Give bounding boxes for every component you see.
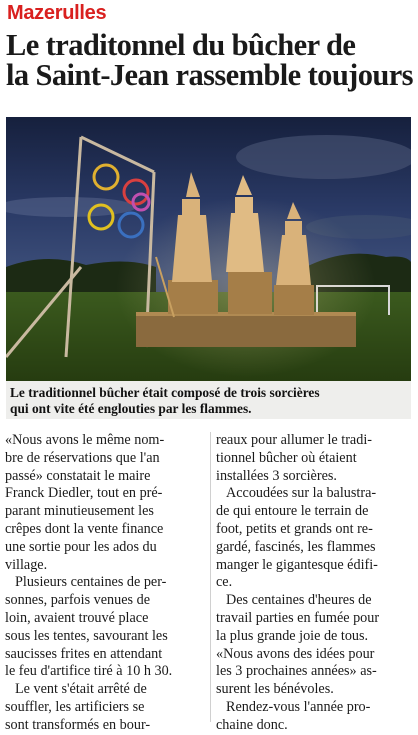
body-line: la plus grande joie de tous. <box>216 627 369 644</box>
body-line: loin, avaient trouvé place <box>5 609 149 626</box>
body-line: sous les tentes, savourant les <box>5 627 168 644</box>
body-line: souffler, les artificiers se <box>5 698 145 715</box>
body-line: Rendez-vous l'année pro- <box>226 698 371 715</box>
body-line: saucisses frites en attendant <box>5 645 163 662</box>
body-line: sont transformés en bour- <box>5 716 151 733</box>
body-line: Plusieurs centaines de per- <box>15 574 167 591</box>
bonfire-photo <box>6 117 411 381</box>
body-line: Accoudées sur la balustra- <box>226 485 377 502</box>
headline-line: Le traditonnel du bûcher de <box>6 28 356 62</box>
wooden-platform <box>136 312 356 347</box>
pedestal <box>228 272 272 314</box>
photo-caption <box>10 385 410 417</box>
cloud <box>236 135 411 179</box>
body-line: crêpes dont la vente finance <box>5 520 164 537</box>
body-line: sonnes, parfois venues de <box>5 592 150 609</box>
body-line: manger le gigantesque édifi- <box>216 556 378 573</box>
article-column-2 <box>216 432 414 735</box>
body-line: Des centaines d'heures de <box>226 592 372 609</box>
caption-line: qui ont vite été englouties par les flammes. <box>10 401 252 416</box>
body-line: Franck Diedler, tout en pré- <box>5 485 163 502</box>
body-line: bre de réservations que l'an <box>5 449 160 466</box>
goal-post <box>388 285 390 315</box>
body-line: de qui entoure le terrain de <box>216 503 369 520</box>
body-line: une sortie pour les ados du <box>5 538 157 555</box>
body-line: surent les bénévoles. <box>216 681 334 698</box>
pedestal <box>168 280 218 314</box>
body-line: installées 3 sorcières. <box>216 467 337 484</box>
body-line: «Nous avons le même nom- <box>5 432 165 448</box>
body-line: village. <box>5 556 48 573</box>
body-line: travail parties en fumée pour <box>216 609 380 626</box>
article-column-1 <box>5 432 203 735</box>
body-line: ce. <box>216 574 233 591</box>
body-line: foot, petits et grands ont re- <box>216 520 373 537</box>
pedestal <box>274 285 314 315</box>
headline-line: la Saint-Jean rassemble toujours <box>6 58 413 92</box>
body-line: passé» constatait le maire <box>5 467 151 484</box>
photo-illustration <box>6 117 411 381</box>
section-kicker: Mazerulles <box>7 2 107 24</box>
headline <box>6 30 414 90</box>
body-line: le feu d'artifice tiré à 10 h 30. <box>5 663 173 680</box>
column-divider <box>210 432 211 722</box>
body-line: parant minutieusement les <box>5 503 154 520</box>
body-line: les 3 prochaines années» as- <box>216 663 377 680</box>
body-line: tionnel bûcher où étaient <box>216 449 357 466</box>
body-line: Le vent s'était arrêté de <box>15 681 147 698</box>
body-line: chaine donc. <box>216 716 288 733</box>
body-line: reaux pour allumer le tradi- <box>216 432 372 448</box>
caption-line: Le traditionnel bûcher était composé de trois sorcières <box>10 385 320 400</box>
body-line: «Nous avons des idées pour <box>216 645 375 662</box>
body-line: gardé, fascinés, les flammes <box>216 538 376 555</box>
